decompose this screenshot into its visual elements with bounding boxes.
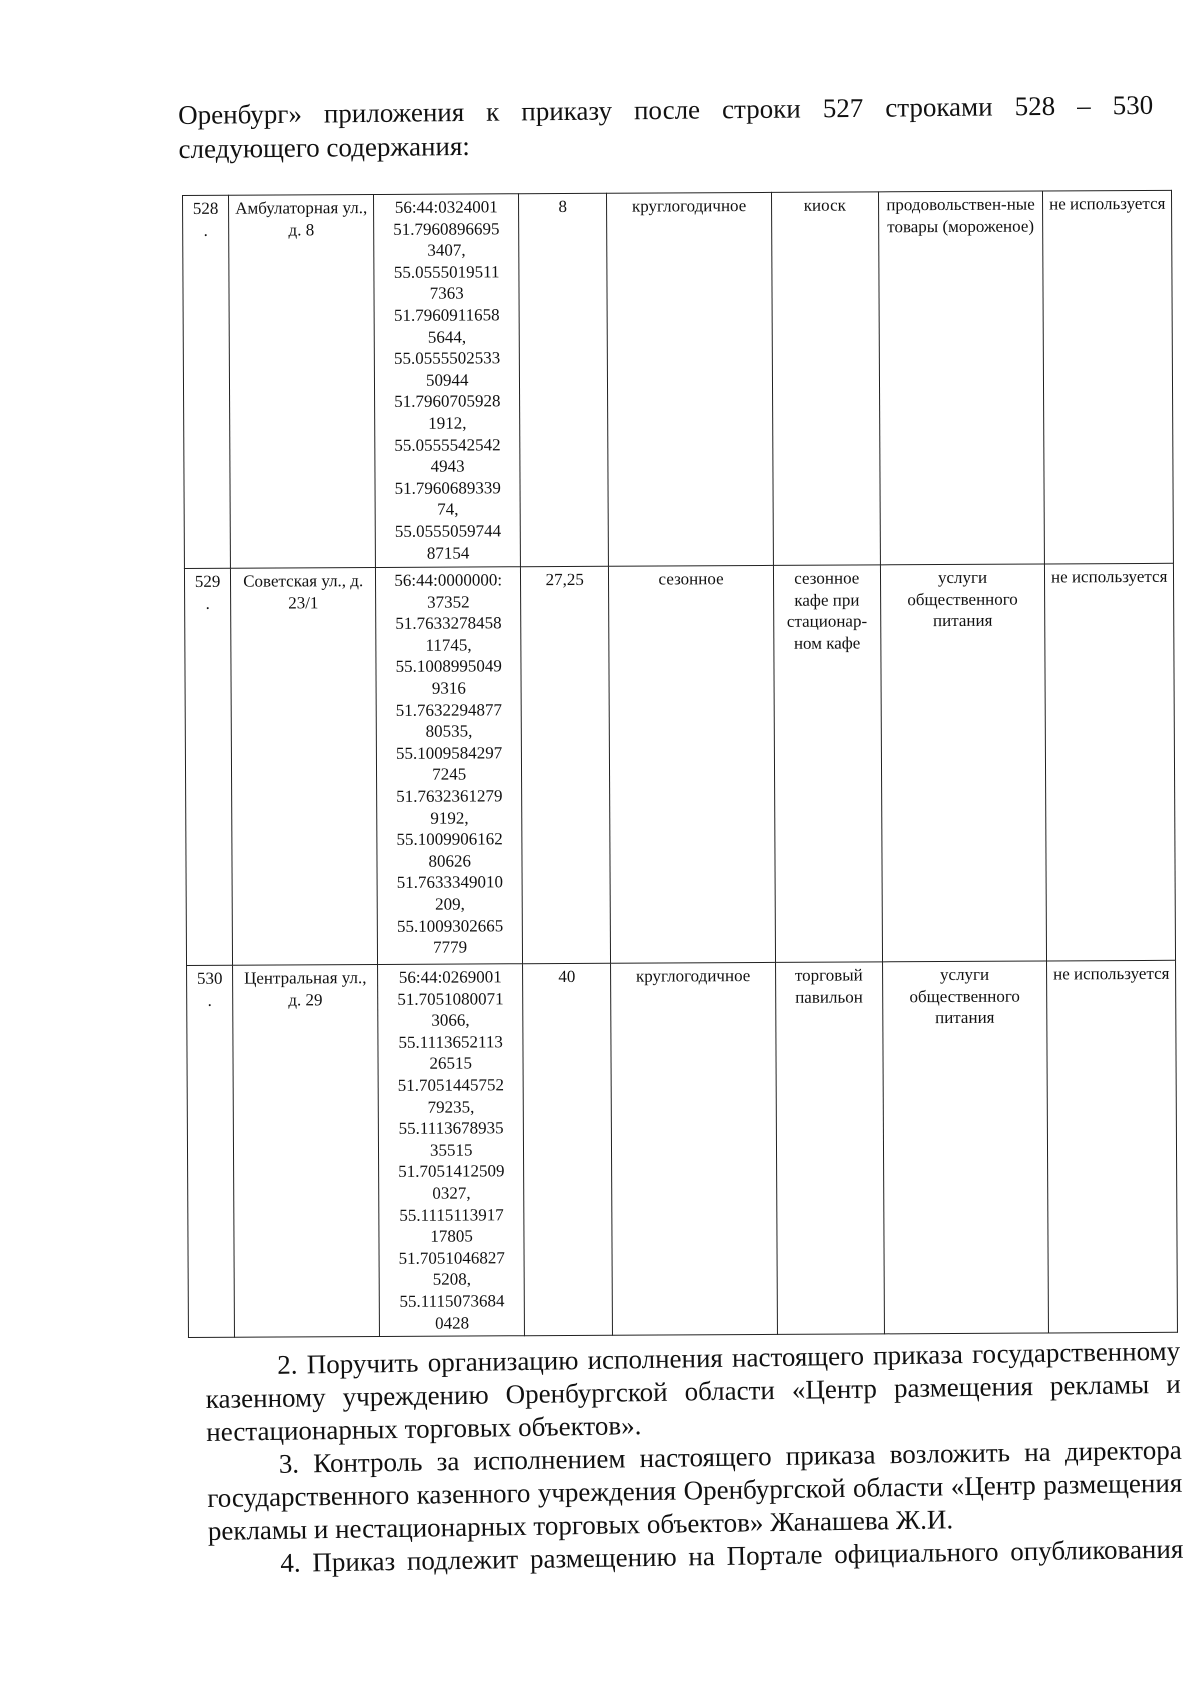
order-paragraphs	[205, 1335, 1184, 1581]
coordinate-line: 51.7633349010	[396, 872, 503, 893]
row-number-dot: .	[203, 220, 208, 240]
address-cell: Центральная ул., д. 29	[233, 964, 380, 1337]
coordinate-line: 5644,	[427, 327, 467, 347]
specialization-cell: услуги общественного питания	[882, 961, 1049, 1334]
row-number: 529	[194, 571, 221, 591]
intro-line-1: Оренбург» приложения к приказу после строки 527 строками 528 – 530	[178, 89, 1154, 130]
coordinate-line: 51.7960911658	[393, 305, 500, 325]
coordinate-line: 17805	[430, 1226, 473, 1246]
row-number: 530	[196, 968, 223, 988]
row-number-cell	[184, 568, 232, 965]
status-cell: не используется	[1045, 563, 1176, 961]
table-body	[183, 190, 1178, 1337]
coordinate-line: 55.0555502533	[393, 348, 501, 369]
paragraph-4: 4. Приказ подлежит размещению на Портале официального опубликования	[280, 1533, 1184, 1578]
coordinate-line: 51.7632361279	[396, 786, 503, 806]
coordinate-line: 55.1009302665	[396, 915, 504, 936]
coordinate-line: 56:44:0324001	[394, 197, 498, 217]
coordinate-line: 37352	[427, 592, 470, 612]
intro-line-2: следующего содержания:	[178, 130, 470, 164]
coordinate-line: 26515	[429, 1053, 473, 1074]
row-number-cell	[183, 195, 231, 568]
table-row	[184, 563, 1175, 965]
coordinate-line: 87154	[426, 543, 470, 563]
table-row	[187, 960, 1178, 1337]
coordinate-line: 79235,	[427, 1097, 475, 1117]
row-number-dot: .	[207, 990, 212, 1010]
coordinate-line: 50944	[425, 370, 469, 390]
intro-text	[178, 88, 1154, 166]
coordinate-line: 5208,	[432, 1269, 472, 1290]
coordinate-line: 7245	[432, 764, 467, 785]
row-number-dot: .	[205, 593, 210, 613]
coordinate-line: 55.1008995049	[395, 656, 502, 677]
status-cell: не используется	[1043, 190, 1174, 564]
coordinate-line: 0428	[435, 1313, 470, 1333]
coordinate-line: 3066,	[431, 1010, 470, 1030]
coordinates-cell	[378, 964, 525, 1337]
coordinate-line: 55.0555542542	[394, 434, 501, 455]
object-type-cell: торговый павильон	[775, 962, 884, 1335]
coordinate-line: 51.7960705928	[394, 391, 501, 412]
coordinate-line: 55.1113678935	[398, 1118, 504, 1139]
coordinate-line: 51.7633278458	[395, 613, 502, 634]
coordinate-line: 7363	[429, 283, 464, 304]
coordinate-line: 51.7960689339	[394, 478, 501, 498]
coordinate-line: 51.7051445752	[397, 1075, 505, 1095]
address-cell: Советская ул., д. 23/1	[231, 567, 378, 965]
coordinate-line: 55.0555019511	[393, 262, 500, 282]
address-cell: Амбулаторная ул., д. 8	[229, 194, 376, 568]
row-number-cell	[187, 965, 235, 1337]
coordinate-line: 55.1115113917	[399, 1204, 504, 1225]
coordinate-line: 51.7051046827	[398, 1248, 505, 1268]
coordinate-line: 9316	[431, 678, 466, 698]
coordinate-line: 51.7051412509	[398, 1161, 505, 1182]
coordinate-line: 80626	[428, 851, 471, 871]
coordinate-line: 55.1009906162	[396, 829, 503, 850]
coordinate-line: 74,	[437, 499, 459, 519]
coordinates-cell	[376, 567, 523, 965]
row-number: 528	[192, 198, 219, 218]
coordinate-line: 11745,	[425, 635, 472, 655]
specialization-cell: продовольствен-ные товары (мороженое)	[878, 191, 1045, 565]
coordinate-line: 55.0555059744	[394, 521, 502, 541]
coordinate-line: 56:44:0269001	[398, 967, 502, 987]
paragraph-3: 3. Контроль за исполнением настоящего приказа возложить на директора государственного казенного учреждения Оренбургской области «Центр размещения рекламы и нестационарных торговых объектов» Жанашева Ж.И.	[207, 1434, 1183, 1546]
coordinate-line: 55.1113652113	[398, 1032, 503, 1052]
coordinate-line: 80535,	[425, 721, 473, 741]
table-row	[183, 190, 1174, 568]
coordinate-line: 9192,	[430, 808, 469, 828]
area-cell: 27,25	[521, 566, 611, 963]
period-cell: круглогодичное	[611, 962, 778, 1335]
period-cell: сезонное	[609, 565, 776, 963]
period-cell: круглогодичное	[607, 192, 774, 566]
coordinate-line: 7779	[433, 937, 468, 957]
area-cell: 40	[523, 963, 613, 1336]
specialization-cell: услуги общественного питания	[880, 564, 1047, 962]
object-type-cell: сезонное кафе при стационар-ном кафе	[773, 565, 882, 963]
objects-table	[182, 190, 1178, 1338]
coordinate-line: 35515	[429, 1140, 473, 1160]
coordinate-line: 51.7960896695	[393, 218, 500, 239]
object-type-cell: киоск	[771, 192, 880, 566]
status-cell: не используется	[1047, 960, 1178, 1333]
coordinate-line: 51.7632294877	[395, 699, 503, 720]
coordinate-line: 55.1009584297	[395, 743, 503, 763]
coordinate-line: 209,	[434, 894, 465, 914]
coordinate-line: 0327,	[432, 1183, 471, 1203]
coordinates-cell	[374, 194, 521, 568]
coordinate-line: 55.1115073684	[399, 1291, 505, 1311]
coordinate-line: 1912,	[428, 413, 467, 433]
coordinate-line: 4943	[430, 456, 465, 476]
paragraph-2: 2. Поручить организацию исполнения настоящего приказа государственному казенному учреждению Оренбургской области «Центр размещения рекламы и нестационарных торговых объектов».	[205, 1335, 1181, 1447]
coordinate-line: 56:44:0000000:	[394, 570, 503, 590]
coordinate-line: 3407,	[427, 240, 466, 260]
coordinate-line: 51.7051080071	[397, 988, 504, 1009]
area-cell: 8	[519, 193, 609, 566]
